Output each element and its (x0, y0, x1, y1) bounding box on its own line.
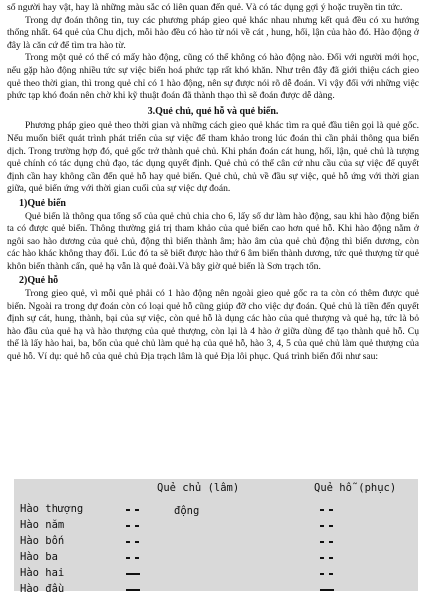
main-hexagram-yin-segment (135, 557, 139, 559)
line-position-label: Hào đầu (20, 583, 65, 595)
main-hexagram-yang-line (126, 573, 140, 575)
nuclear-hexagram-yin-segment (329, 557, 333, 559)
paragraph-intro-tail: số người hay vật, hay là những màu sắc có liên quan đến quẻ. Và có tác dụng gợi ý hoặc truyền tin tức. (7, 2, 403, 13)
paragraph-prediction: Trong dự đoán thông tin, tuy các phương pháp gieo quẻ khác nhau nhưng kết quả đều có xu hướng thống nhất. 64 quẻ của Chu dịch, mỗi hào đều có hào từ nói về cát , hung, hối, lận của hào đó. Hào động ở đây là căn cứ để tìm tra hào từ. (7, 14, 419, 51)
nuclear-hexagram-yin-segment (329, 509, 333, 511)
subheading-nuclear-hexagram: 2)Quẻ hỗ (19, 275, 59, 287)
main-hexagram-yin-segment (135, 541, 139, 543)
main-hexagram-yang-line (126, 589, 140, 591)
nuclear-hexagram-yin-segment (320, 509, 324, 511)
line-position-label: Hào bốn (20, 535, 65, 547)
nuclear-hexagram-yin-segment (320, 557, 324, 559)
line-position-label: Hào thượng (20, 503, 84, 515)
line-position-label: Hào năm (20, 519, 65, 531)
line-position-label: Hào ba (20, 551, 58, 563)
figure-header-main: Quẻ chủ (lâm) (157, 482, 240, 494)
main-hexagram-yin-segment (126, 557, 130, 559)
main-hexagram-yin-segment (126, 509, 130, 511)
nuclear-hexagram-yin-segment (320, 573, 324, 575)
paragraph-changed-hexagram: Quẻ biến là thông qua tổng số của quẻ chủ chia cho 6, lấy số dư làm hào động, sau khi hào động biến ta có được quẻ biến. Thông thường giá trị tham khảo của quẻ biến cao hơn quẻ hỗ. Khi hào động nằm ở ngôi sao hào dương của quẻ chủ, động thì biến thành âm; hào âm của quẻ chủ động thì biến dương, còn các hào khác không thay đổi. Lúc đó ta sẽ biết được hào thứ 6 âm biến thành dương, tức quẻ thượng từ quẻ khôn biến thành cấn, quẻ hạ vẫn là quẻ đoài.Và bây giờ quẻ biến là Sơn trạch tổn. (7, 210, 419, 272)
nuclear-hexagram-yin-segment (320, 525, 324, 527)
line-position-label: Hào hai (20, 567, 65, 579)
nuclear-hexagram-yin-segment (320, 541, 324, 543)
paragraph-nuclear-hexagram: Trong gieo quẻ, vì mỗi quẻ phải có 1 hào động nên ngoài gieo quẻ gốc ra ta còn có thêm được quẻ biến. Ngoài ra trong dự đoán còn có loại quẻ hỗ cũng giúp đỡ cho việc dự đoán. Quẻ chủ là tiền đến quyết định sự cát, hung, thành, bại của sự việc, còn quẻ hỗ là dụng các hào của quẻ thượng và quẻ hạ, tức là bỏ hào đầu của quẻ hạ và hào thượng của quẻ thượng, còn lại là 4 hào ở giữa dùng để tạo thành quẻ hỗ. Cụ thể là lấy hào hai, ba, bốn của quẻ chủ làm quẻ hạ của quẻ hỗ, hào 3, 4, 5 của quẻ chủ làm quẻ thượng của quẻ hỗ. Ví dụ: quẻ hỗ của quẻ chủ Địa trạch lâm là quẻ Địa lôi phục. Quá trình biến đổi như sau: (7, 288, 419, 363)
hexagram-figure (14, 479, 418, 595)
paragraph-moving-lines: Trong một quẻ có thể có mấy hào động, cũng có thể không có hào động nào. Đối với người mới học, nếu gặp hào động nhiều tức sự việc biến hoá phức tạp rất khó khăn. Như trên đây đã giới thiệu cách gieo quẻ theo thời gian, thì trong quẻ chỉ có 1 hào động, nên sự được nói rõ dễ đoán. Vì vậy đối với những việc phức tạp khó đoán nên chờ khi kỹ thuật đoán đã thành thạo thì sẽ đoán được dễ dàng. (7, 52, 419, 102)
nuclear-hexagram-yang-line (320, 589, 334, 591)
nuclear-hexagram-yin-segment (329, 541, 333, 543)
paragraph-main-hexagram: Phương pháp gieo quẻ theo thời gian và những cách gieo quẻ khác tìm ra quẻ đầu tiên gọi là quẻ gốc. Nếu muốn biết quát trình phát triển của sự việc để tham khảo trong lúc đoán thì cần phải thông qua biến dịch. Trong trường hợp đó, quẻ gốc trở thành quẻ chủ. Khi phán đoán cát hung, hối, lận, quẻ chủ là tượng quẻ chính có tác dụng chủ đạo, tác dụng quyết định. Quẻ chủ có thể cân cứ nhu cầu của sự việc để quyết định cần hay không cần đến quẻ hỗ hay quẻ biến. Quẻ chủ, chủ về đầu sự việc, quẻ hỗ ứng với thời gian giữa, quẻ biến ứng với thời gian cuối của sự việc dự đoán. (7, 120, 419, 195)
main-hexagram-yin-segment (126, 525, 130, 527)
figure-header-nuclear: Quẻ hỗ (phục) (314, 482, 397, 494)
main-hexagram-yin-segment (135, 509, 139, 511)
section-heading: 3.Quẻ chủ, quẻ hỗ và quẻ biến. (147, 105, 279, 117)
nuclear-hexagram-yin-segment (329, 525, 333, 527)
main-hexagram-yin-segment (126, 541, 130, 543)
main-hexagram-yin-segment (135, 525, 139, 527)
nuclear-hexagram-yin-segment (329, 573, 333, 575)
moving-line-label: động (174, 505, 200, 517)
subheading-changed-hexagram: 1)Quẻ biến (19, 197, 66, 209)
